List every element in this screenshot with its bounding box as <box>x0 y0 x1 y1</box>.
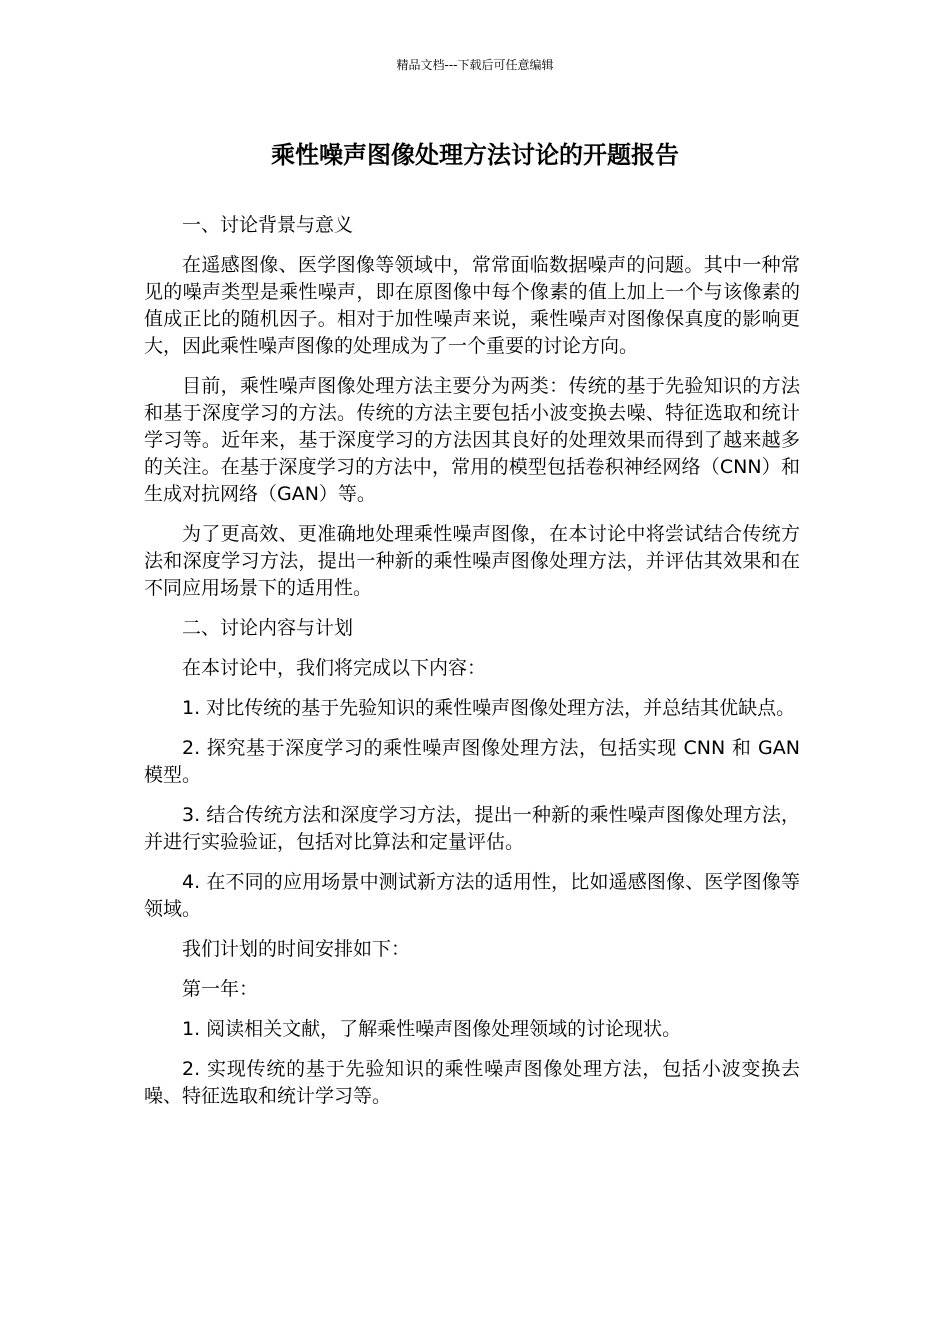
page-header: 精品文档---下载后可任意编辑 <box>396 58 554 72</box>
list-item: 1. 阅读相关文献，了解乘性噪声图像处理领域的讨论现状。 <box>182 1018 682 1040</box>
paragraph: 目前，乘性噪声图像处理方法主要分为两类：传统的基于先验知识的方法和基于深度学习的方法。传统的方法主要包括小波变换去噪、特征选取和统计学习等。近年来，基于深度学习的方法因其良好的处理效果而得到了越来越多的关注。在基于深度学习的方法中，常用的模型包括卷积神经网络（CNN）和生成对抗网络（GAN）等。 <box>144 375 800 505</box>
section-heading-content-plan: 二、讨论内容与计划 <box>182 617 354 639</box>
paragraph: 我们计划的时间安排如下： <box>182 938 411 960</box>
list-item: 1. 对比传统的基于先验知识的乘性噪声图像处理方法，并总结其优缺点。 <box>182 697 796 719</box>
paragraph: 在遥感图像、医学图像等领域中，常常面临数据噪声的问题。其中一种常见的噪声类型是乘性噪声，即在原图像中每个像素的值上加上一个与该像素的值成正比的随机因子。相对于加性噪声来说，乘性噪声对图像保真度的影响更大，因此乘性噪声图像的处理成为了一个重要的讨论方向。 <box>144 254 800 357</box>
paragraph: 在本讨论中，我们将完成以下内容： <box>182 657 487 679</box>
list-item: 3. 结合传统方法和深度学习方法，提出一种新的乘性噪声图像处理方法，并进行实验验证，包括对比算法和定量评估。 <box>144 804 800 853</box>
section-heading-background: 一、讨论背景与意义 <box>182 214 354 236</box>
paragraph: 第一年： <box>182 978 259 1000</box>
list-item: 2. 实现传统的基于先验知识的乘性噪声图像处理方法，包括小波变换去噪、特征选取和统计学习等。 <box>144 1058 800 1107</box>
list-item: 4. 在不同的应用场景中测试新方法的适用性，比如遥感图像、医学图像等领域。 <box>144 871 800 920</box>
list-item: 2. 探究基于深度学习的乘性噪声图像处理方法，包括实现 CNN 和 GAN 模型。 <box>144 737 800 786</box>
paragraph: 为了更高效、更准确地处理乘性噪声图像，在本讨论中将尝试结合传统方法和深度学习方法，提出一种新的乘性噪声图像处理方法，并评估其效果和在不同应用场景下的适用性。 <box>144 523 800 599</box>
document-body <box>144 212 800 1123</box>
document-title: 乘性噪声图像处理方法讨论的开题报告 <box>271 141 679 169</box>
